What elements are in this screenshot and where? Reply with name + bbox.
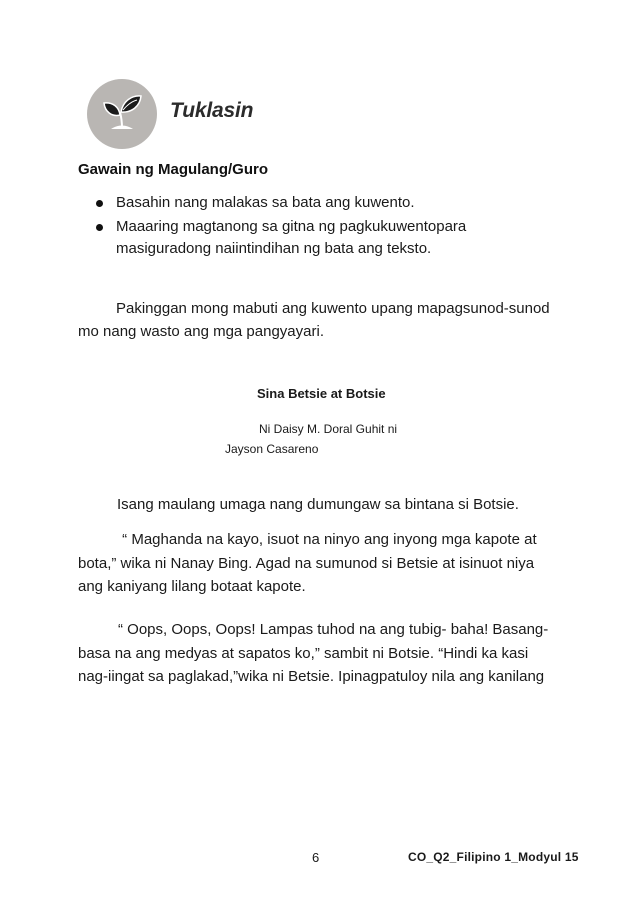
guide-bullet-list — [94, 192, 564, 262]
page-number: 6 — [312, 850, 320, 865]
section-icon-badge — [87, 79, 157, 149]
story-title: Sina Betsie at Botsie — [257, 386, 386, 401]
story-paragraph-text: “ Maghanda na kayo, isuot na ninyo ang inyong mga kapote at bota,” wika ni Nanay Bing. Agad na sumunod si Betsie at isinuot niya ang kaniyang lilang botaat kapote. — [78, 531, 537, 595]
bullet-icon — [96, 224, 103, 231]
intro-text: Pakinggan mong mabuti ang kuwento upang mapagsunod-sunod mo nang wasto ang mga pangyayari. — [78, 300, 550, 340]
story-paragraph — [78, 618, 562, 689]
bullet-text: Maaaring magtanong sa gitna ng pagkukuwentopara masiguradong naiintindihan ng bata ang teksto. — [116, 218, 467, 257]
story-byline-illustrator: Jayson Casareno — [225, 442, 319, 456]
story-paragraph — [78, 528, 562, 599]
story-paragraph-text: “ Oops, Oops, Oops! Lampas tuhod na ang tubig- baha! Basang-basa na ang medyas at sapatos ko,” sambit ni Botsie. “Hindi ka kasi nag-iingat sa paglakad,”wika ni Betsie. Ipinagpatuloy nila ang kanilang — [78, 621, 549, 685]
module-code: CO_Q2_Filipino 1_Modyul 15 — [408, 850, 579, 864]
intro-paragraph — [78, 297, 560, 343]
section-title: Tuklasin — [170, 99, 254, 122]
bullet-text: Basahin nang malakas sa bata ang kuwento. — [116, 194, 415, 211]
story-paragraph: Isang maulang umaga nang dumungaw sa bintana si Botsie. — [117, 496, 519, 513]
bullet-icon — [96, 200, 103, 207]
sprout-icon — [87, 79, 157, 149]
list-item — [94, 216, 564, 260]
list-item — [94, 192, 564, 214]
story-byline-author: Ni Daisy M. Doral Guhit ni — [259, 422, 398, 436]
guide-heading: Gawain ng Magulang/Guro — [78, 161, 269, 178]
